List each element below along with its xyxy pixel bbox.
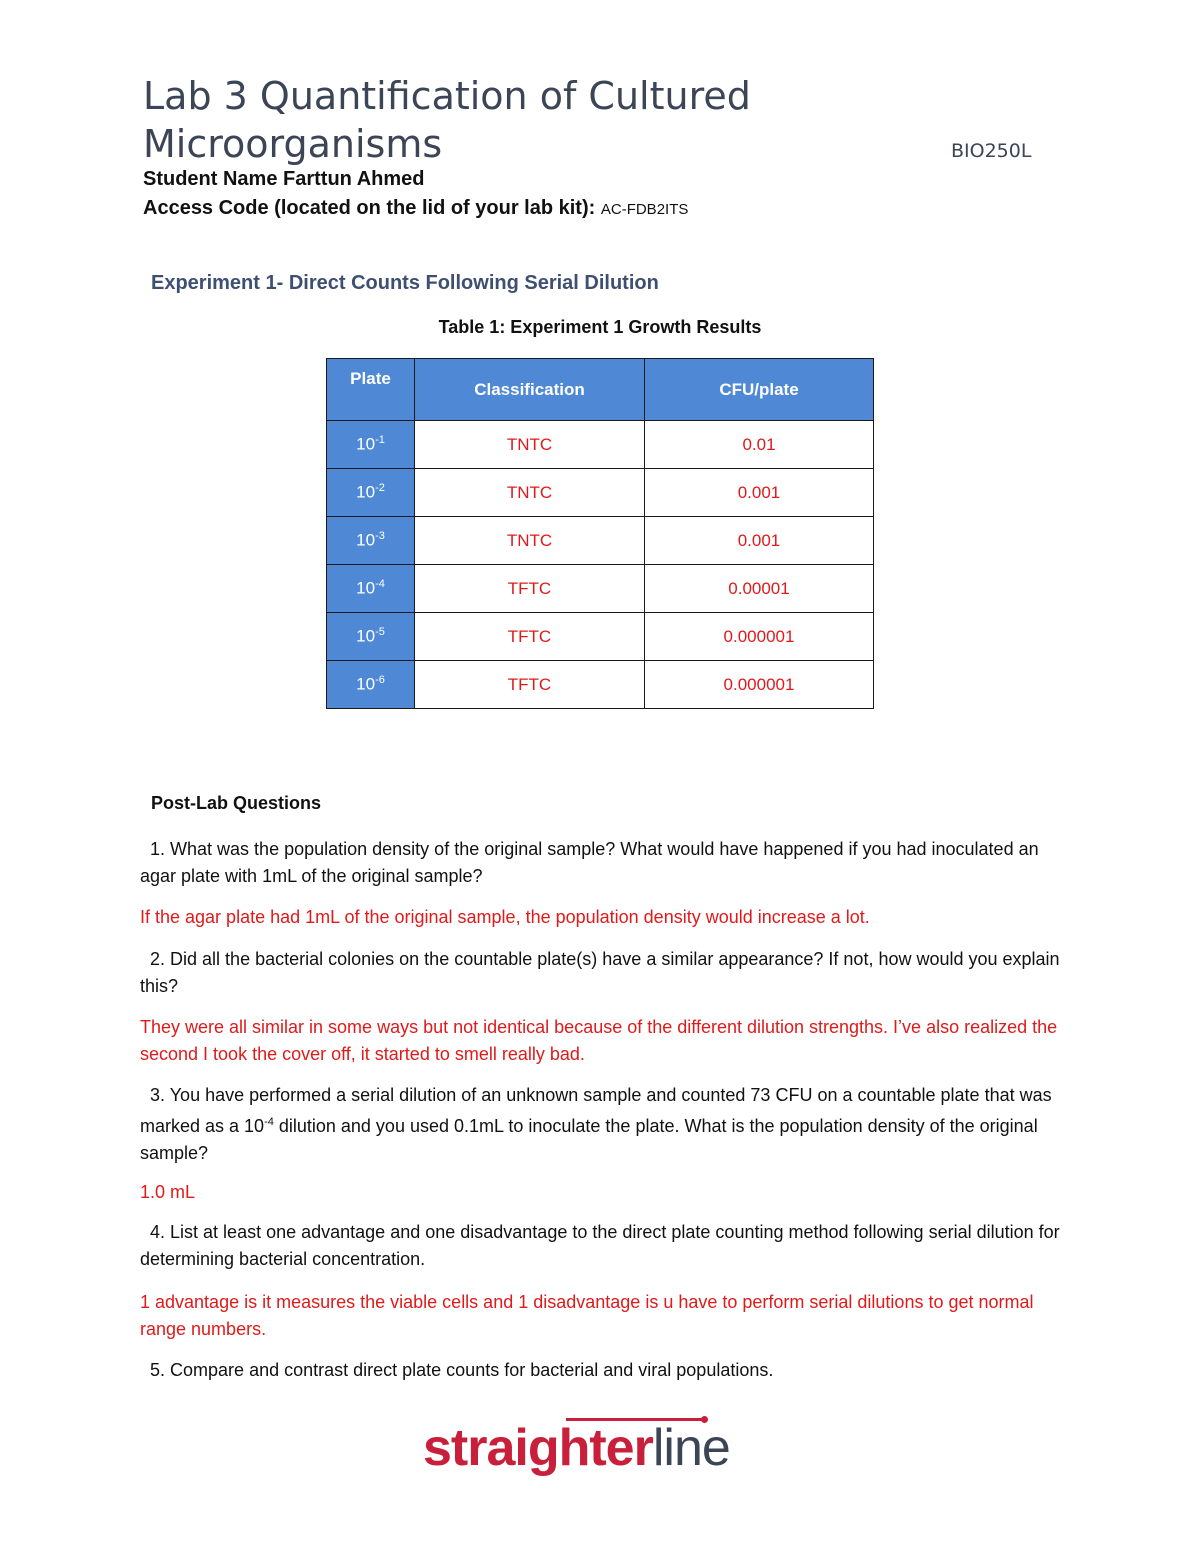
cfu-cell: 0.001	[645, 517, 874, 565]
plate-cell: $10^{-4}$	[327, 565, 415, 613]
table-row	[327, 661, 874, 709]
page-title	[143, 72, 751, 168]
table-row	[327, 469, 874, 517]
question-text-cont: dilution and you used 0.1mL to inoculate the plate. What is the population density of the original sample?	[140, 1116, 1038, 1163]
question-3	[140, 1082, 1065, 1167]
question-text: What was the population density of the original sample? What would have happened if you had inoculated an agar plate with 1mL of the original sample?	[140, 839, 1039, 886]
question-5	[140, 1357, 1065, 1384]
access-code-line	[143, 197, 688, 220]
cfu-cell: 0.001	[645, 469, 874, 517]
student-name: Student Name Farttun Ahmed	[143, 168, 425, 190]
results-table	[326, 358, 874, 709]
question-1	[140, 836, 1065, 890]
plate-cell: $10^{-3}$	[327, 517, 415, 565]
question-number: 3.	[150, 1085, 166, 1105]
table-caption: Table 1: Experiment 1 Growth Results	[438, 317, 762, 337]
question-text: Compare and contrast direct plate counts for bacterial and viral populations.	[170, 1360, 774, 1380]
experiment-heading: Experiment 1- Direct Counts Following Serial Dilution	[151, 272, 659, 294]
plate-cell: $10^{-6}$	[327, 661, 415, 709]
postlab-heading: Post-Lab Questions	[151, 793, 322, 813]
question-exponent: -4	[264, 1116, 274, 1128]
question-2	[140, 946, 1065, 1000]
answer-3: 1.0 mL	[140, 1182, 196, 1202]
answer-1: If the agar plate had 1mL of the original sample, the population density would increase a lot.	[140, 907, 870, 927]
table-row	[327, 613, 874, 661]
access-code-label: Access Code (located on the lid of your lab kit):	[143, 197, 596, 219]
classification-cell: TFTC	[415, 661, 645, 709]
access-code-value: AC-FDB2ITS	[600, 201, 689, 218]
question-text: Did all the bacterial colonies on the countable plate(s) have a similar appearance? If not, how would you explain this?	[140, 949, 1060, 996]
cfu-cell: 0.00001	[645, 565, 874, 613]
column-header-cfu: CFU/plate	[645, 359, 874, 421]
question-number: 4.	[150, 1222, 166, 1242]
title-line-1: Lab 3 Quantification of Cultured	[143, 74, 751, 118]
column-header-plate: Plate	[327, 359, 415, 421]
course-code: BIO250L	[951, 140, 1032, 162]
answer-2: They were all similar in some ways but not identical because of the different dilution strengths. I’ve also realized the second I took the cover off, it started to smell really bad.	[140, 1017, 1058, 1064]
classification-cell: TNTC	[415, 469, 645, 517]
cfu-cell: 0.000001	[645, 661, 874, 709]
question-number: 1.	[150, 839, 166, 859]
answer-4: 1 advantage is it measures the viable cells and 1 disadvantage is u have to perform serial dilutions to get normal range numbers.	[140, 1292, 1034, 1339]
classification-cell: TFTC	[415, 613, 645, 661]
question-text: You have performed a serial dilution of an unknown sample and counted 73 CFU on a countable plate that was marked as a 10	[140, 1085, 1052, 1136]
classification-cell: TNTC	[415, 517, 645, 565]
question-number: 5.	[150, 1360, 166, 1380]
classification-cell: TNTC	[415, 421, 645, 469]
table-row	[327, 517, 874, 565]
cfu-cell: 0.01	[645, 421, 874, 469]
question-number: 2.	[150, 949, 166, 969]
column-header-classification: Classification	[415, 359, 645, 421]
table-header-row	[327, 359, 874, 421]
table-row	[327, 421, 874, 469]
plate-cell: $10^{-5}$	[327, 613, 415, 661]
straighterline-logo	[423, 1418, 730, 1478]
logo-text-bold: straighter	[423, 1419, 653, 1477]
question-4	[140, 1219, 1065, 1273]
question-text: List at least one advantage and one disadvantage to the direct plate counting method following serial dilution for determining bacterial concentration.	[140, 1222, 1060, 1269]
classification-cell: TFTC	[415, 565, 645, 613]
plate-cell: $10^{-2}$	[327, 469, 415, 517]
cfu-cell: 0.000001	[645, 613, 874, 661]
plate-cell: $10^{-1}$	[327, 421, 415, 469]
title-line-2: Microorganisms	[143, 122, 443, 166]
logo-text-light: line	[652, 1419, 730, 1477]
table-row	[327, 565, 874, 613]
